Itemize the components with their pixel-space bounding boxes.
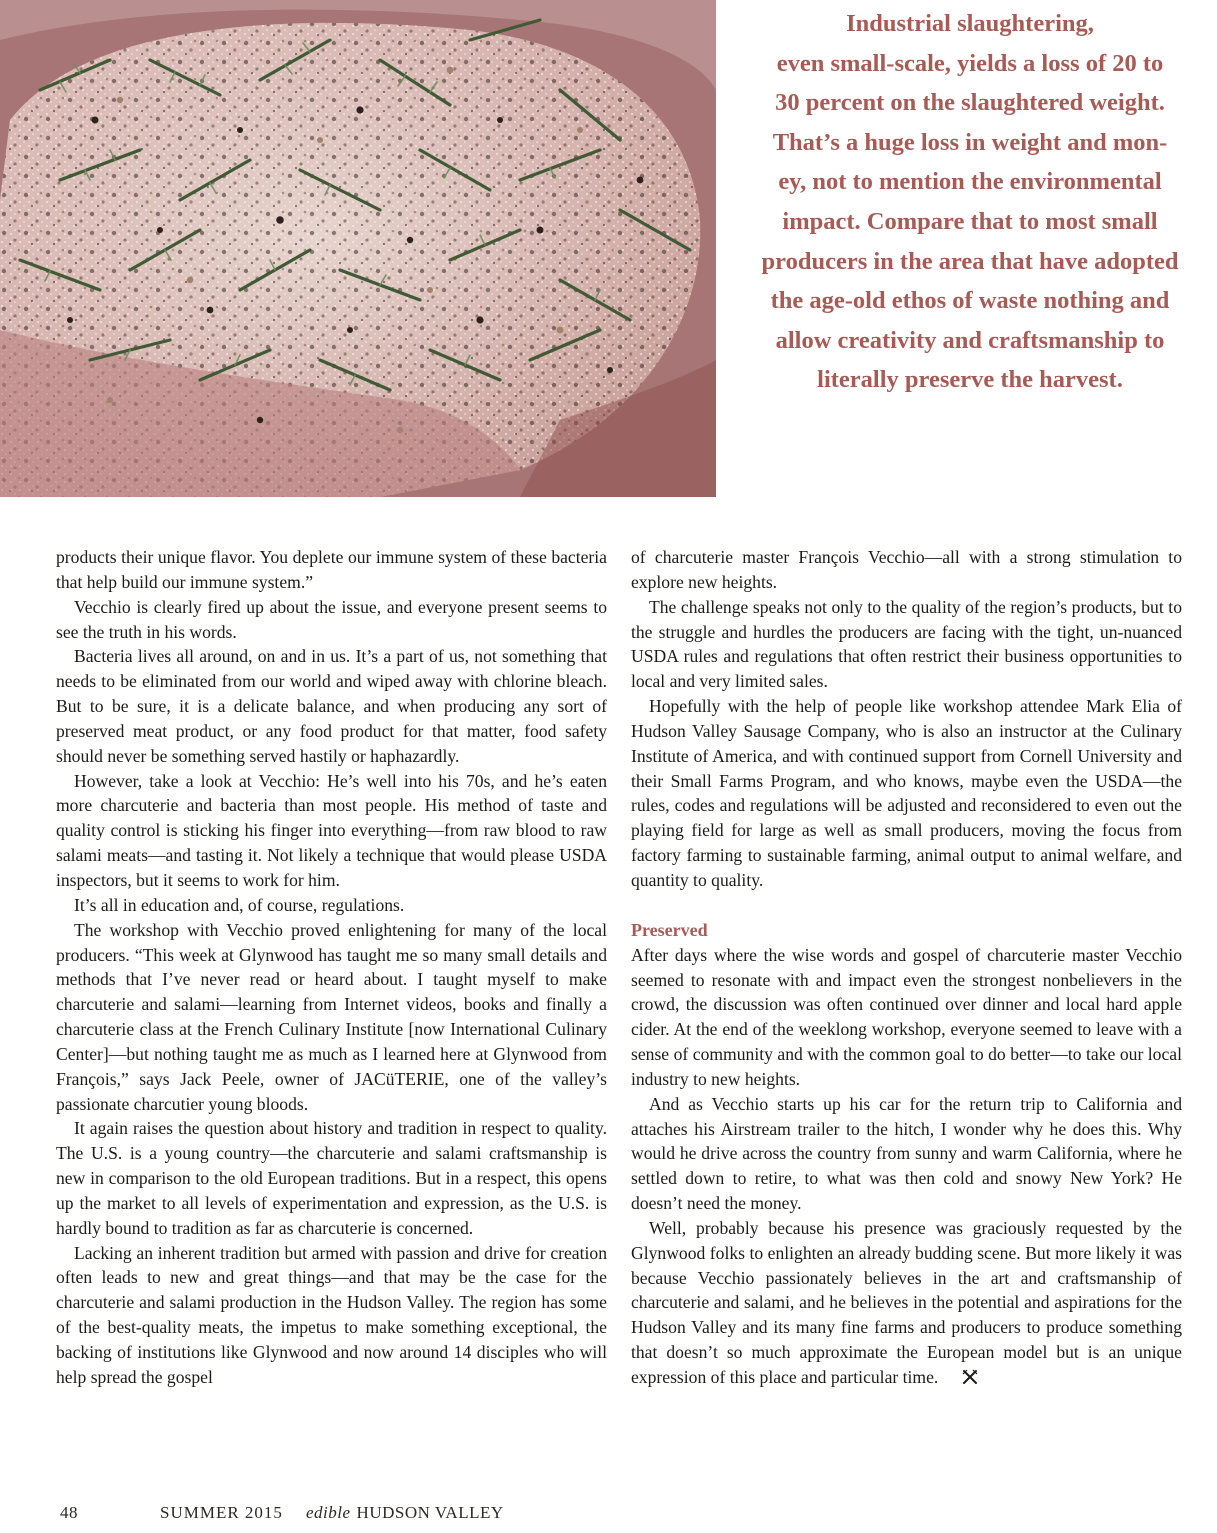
- body-paragraph: Hopefully with the help of people like workshop attendee Mark Elia of Hudson Valley Sausage Company, who is also an instructor at the Culinary Institute of America, and with continued support from Cornell University and their Small Farms Program, and who knows, maybe even the USDA—the rules, codes and regulations will be adjusted and reconsidered to even out the playing field for large as well as small producers, moving the focus from factory farming to sustainable farming, animal output to animal welfare, and quantity to quality.: [631, 696, 1182, 890]
- body-paragraph: of charcuterie master François Vecchio—all with a strong stimulation to explore new heights.: [631, 547, 1182, 592]
- right-column: [631, 545, 1182, 1392]
- body-paragraph: Bacteria lives all around, on and in us. It’s a part of us, not something that needs to be eliminated from our world and wiped away with chlorine bleach. But to be sure, it is a delicate balance, and when producing any sort of preserved meat product, or any food product for that matter, food safety should never be something served hastily or haphazardly.: [56, 646, 607, 766]
- page-number: 48: [60, 1503, 78, 1522]
- pull-quote-line: even small-scale, yields a loss of 20 to: [776, 49, 1164, 77]
- body-paragraph: It’s all in education and, of course, regulations.: [74, 894, 405, 915]
- pull-quote-line: Industrial slaughtering,: [846, 10, 1094, 37]
- pull-quote-line: literally preserve the harvest.: [817, 366, 1123, 394]
- body-paragraph: products their unique flavor. You deplete our immune system of these bacteria that help build our immune system.”: [56, 547, 607, 592]
- body-paragraph: However, take a look at Vecchio: He’s well into his 70s, and he’s eaten more charcuterie and bacteria than most people. His method of taste and quality control is sticking his finger into everything—from raw blood to raw salami meats—and tasting it. Not likely a technique that would please USDA inspectors, but it seems to work for him.: [56, 770, 607, 890]
- pull-quote-line: ey, not to mention the environmental: [778, 168, 1162, 196]
- body-paragraph: [631, 1216, 1182, 1392]
- issue-season: SUMMER 2015: [160, 1503, 283, 1522]
- crossed-fork-knife-icon: [944, 1367, 978, 1392]
- pull-quote-line: the age-old ethos of waste nothing and: [770, 287, 1170, 315]
- magazine-name: HUDSON VALLEY: [356, 1503, 504, 1522]
- left-column: [56, 545, 607, 1390]
- cured-meat-photo: [0, 0, 716, 497]
- pull-quote-line: producers in the area that have adopted: [761, 247, 1179, 275]
- body-paragraph: Lacking an inherent tradition but armed with passion and drive for creation often leads to new and great things—and that may be the case for the charcuterie and salami production in the Hudson Valley. The region has some of the best-quality meats, the impetus to make something exceptional, the backing of institutions like Glynwood and now around 14 disciples who will help spread the gospel: [56, 1242, 607, 1387]
- pull-quote-line: impact. Compare that to most small: [782, 207, 1158, 235]
- magazine-prefix: edible: [306, 1503, 351, 1522]
- body-paragraph: Vecchio is clearly fired up about the issue, and everyone present seems to see the truth in his words.: [56, 596, 607, 642]
- body-paragraph: After days where the wise words and gospel of charcuterie master Vecchio seemed to resonate with and impact even the strongest nonbelievers in the crowd, the discussion was often continued over dinner and local hard apple cider. At the end of the weeklong workshop, everyone seemed to leave with a sense of community and with the common goal to do better—to take our local industry to new heights.: [631, 944, 1182, 1089]
- body-paragraph-text: Well, probably because his presence was graciously requested by the Glynwood folks to enlighten an already budding scene. But more likely it was because Vecchio passionately believes in the art and craftsmanship of charcuterie and salami, and he believes in the potential and aspirations for the Hudson Valley and its many fine farms and producers to produce something that doesn’t so much approximate the European model but is an unique expression of this place and particular time.: [631, 1217, 1182, 1387]
- body-paragraph: It again raises the question about history and tradition in respect to quality. The U.S. is a young country—the charcuterie and salami craftsmanship is new in comparison to the old European traditions. But in a respect, this opens up the market to all levels of experimentation and expression, as the U.S. is hardly bound to tradition as far as charcuterie is concerned.: [56, 1118, 607, 1238]
- pull-quote-line: allow creativity and craftsmanship to: [775, 326, 1165, 354]
- pull-quote: [744, 4, 1196, 400]
- section-subhead: Preserved: [631, 919, 708, 940]
- body-paragraph: The workshop with Vecchio proved enlightening for many of the local producers. “This week at Glynwood has taught me so many small details and methods that I’ve never read or heard about. I taught myself to make charcuterie and salami—learning from Internet videos, books and finally a charcuterie class at the French Culinary Institute [now International Culinary Center]—but nothing taught me as much as I learned here at Glynwood from François,” says Jack Peele, owner of JACüTERIE, one of the valley’s passionate charcutier young bloods.: [56, 919, 607, 1114]
- pull-quote-line: 30 percent on the slaughtered weight.: [775, 89, 1165, 117]
- body-paragraph: The challenge speaks not only to the quality of the region’s products, but to the struggle and hurdles the producers are facing with the tight, un-nuanced USDA rules and regulations that often restrict their business opportunities to local and very limited sales.: [631, 596, 1182, 692]
- magazine-title: [306, 1503, 504, 1523]
- pull-quote-line: That’s a huge loss in weight and mon-: [772, 128, 1168, 156]
- body-paragraph: And as Vecchio starts up his car for the return trip to California and attaches his Airstream trailer to the hitch, I wonder why he does this. Why would he drive across the country from sunny and warm California, where he settled down to retire, to what was then cold and snowy New York? He doesn’t need the money.: [631, 1093, 1182, 1214]
